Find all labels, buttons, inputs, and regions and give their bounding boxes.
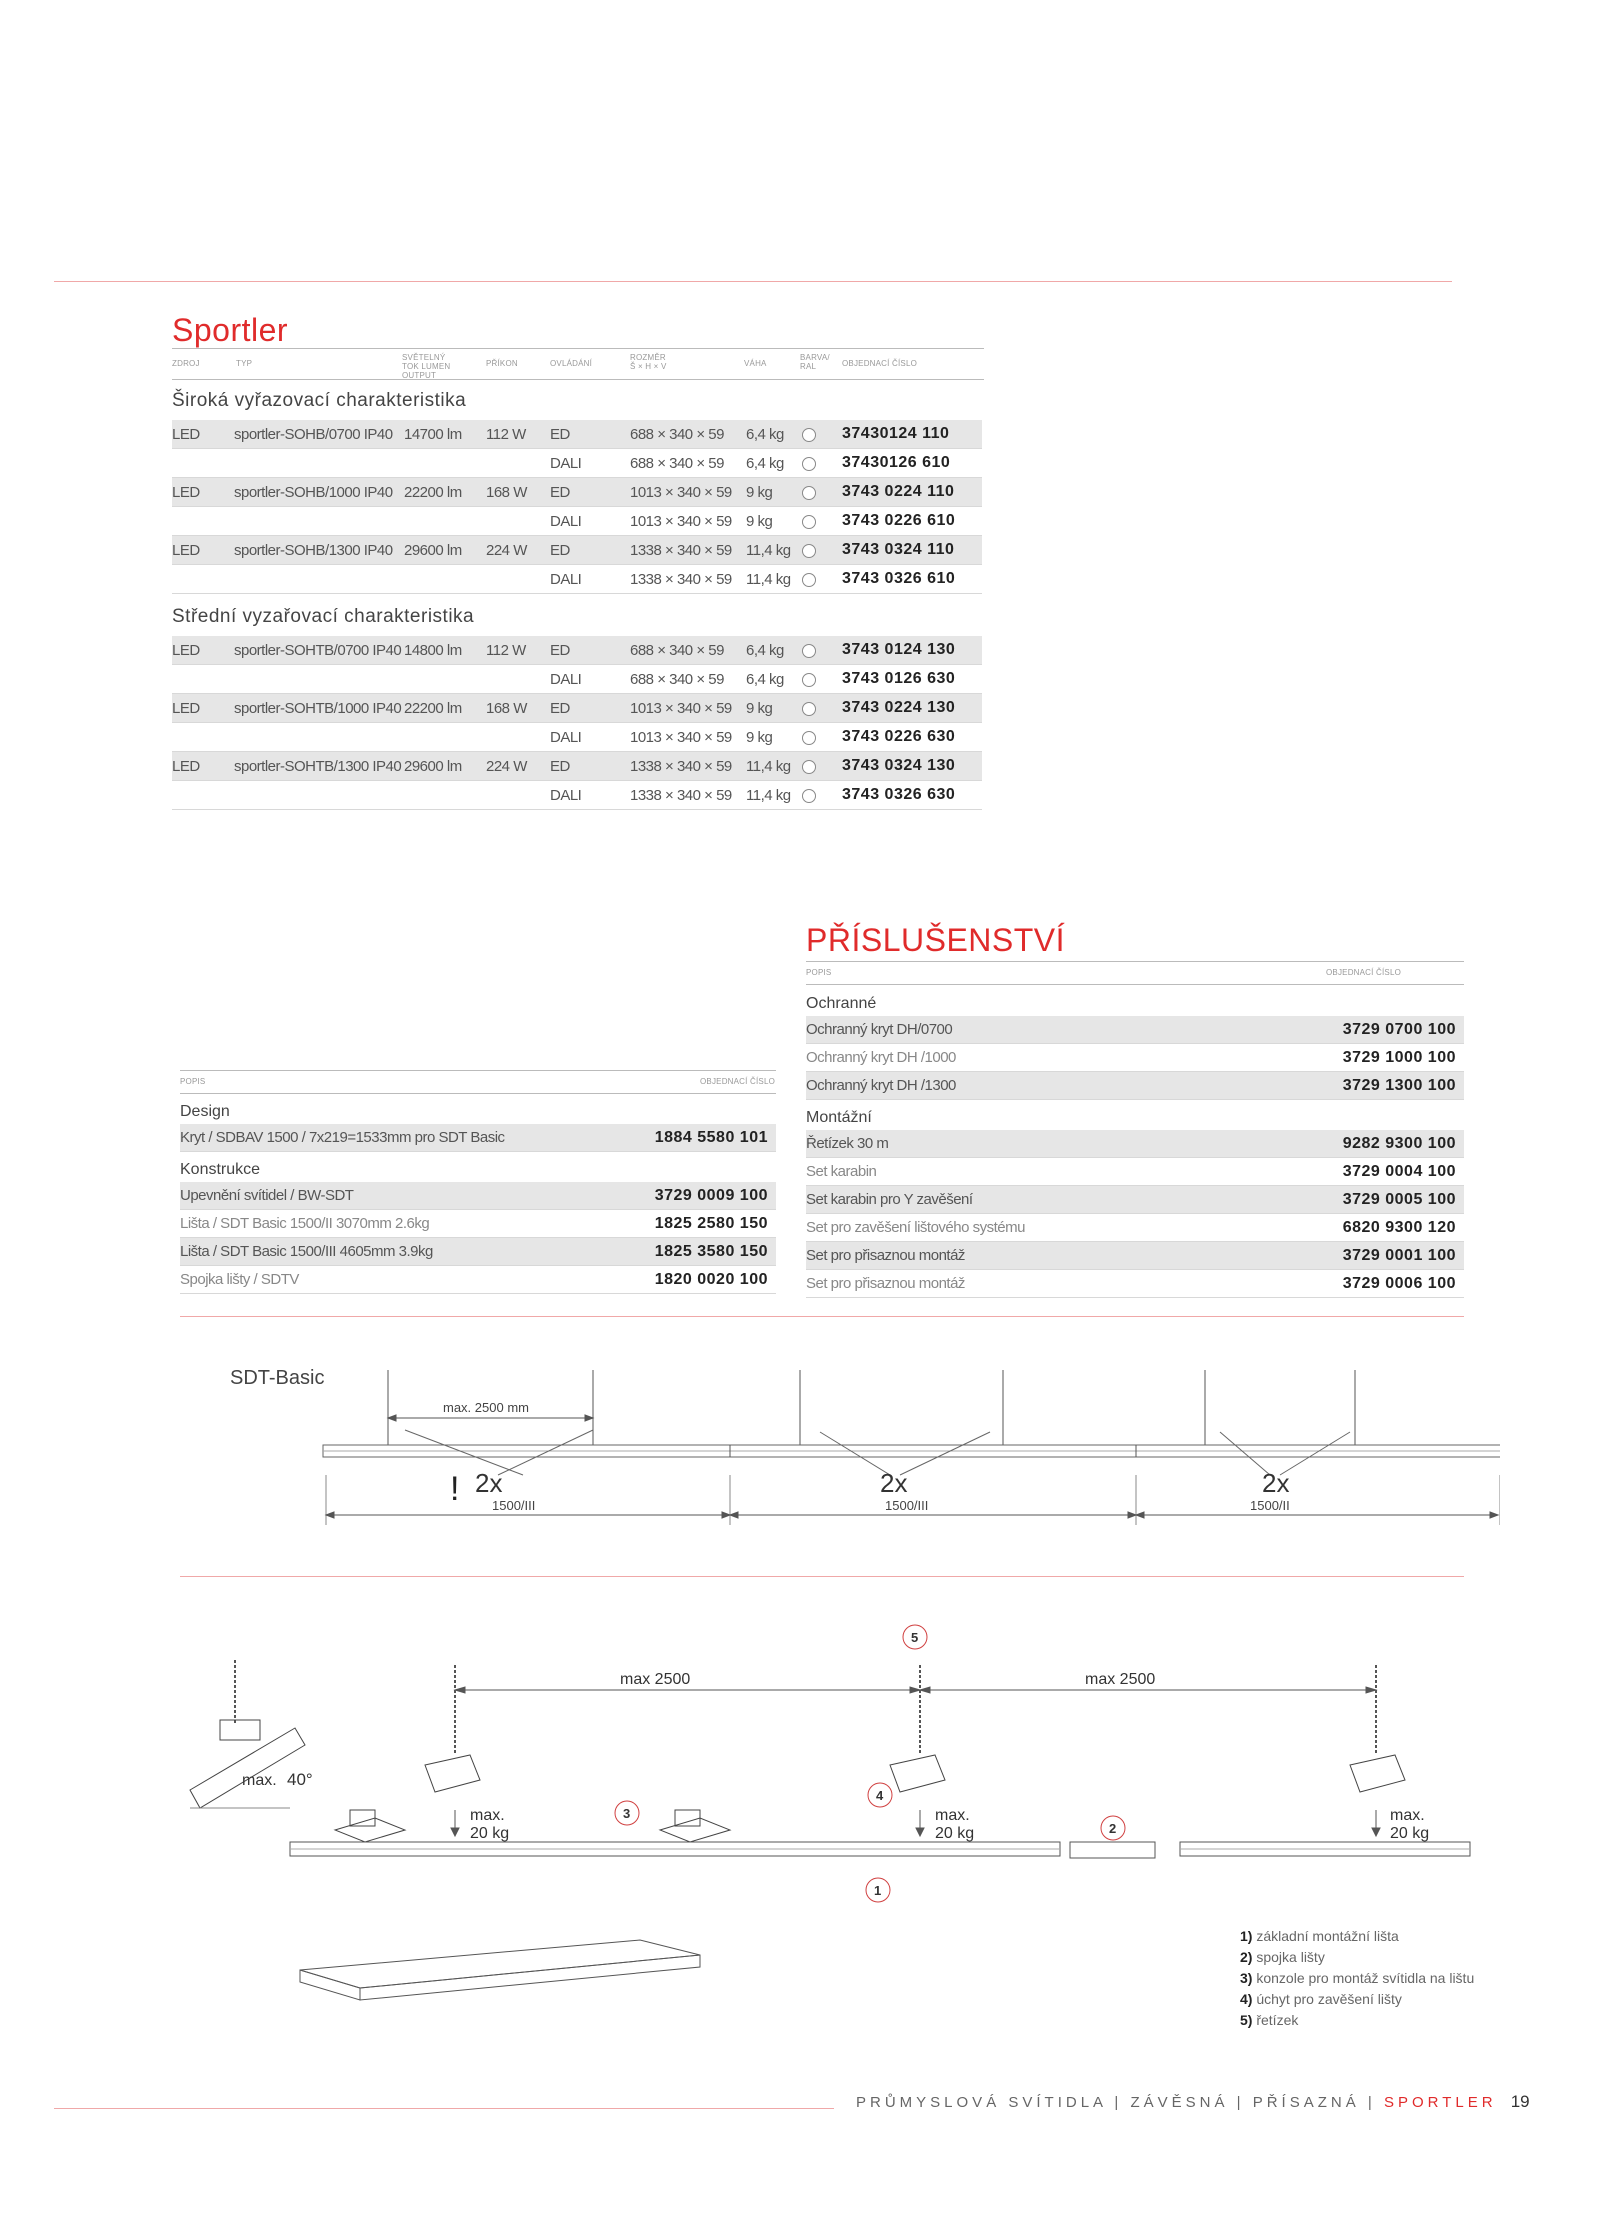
col-code: OBJEDNACÍ ČÍSLO [842, 359, 918, 368]
max-right-label: max 2500 [1085, 1671, 1156, 1688]
order-code: 3729 0004 100 [1229, 1158, 1464, 1186]
order-code: 3743 0124 130 [842, 636, 982, 665]
table-row [806, 1158, 1464, 1186]
cell-dim: 688 × 340 × 59 [630, 449, 746, 478]
accessory-table [180, 1124, 776, 1152]
order-code: 3729 0009 100 [583, 1182, 776, 1210]
accessory-desc: Ochranný kryt DH/0700 [806, 1016, 1170, 1044]
cell-source: LED [172, 478, 234, 507]
cell-flux [404, 449, 486, 478]
cell-weight: 6,4 kg [746, 449, 802, 478]
legend-item: 5) řetízek [1240, 2012, 1299, 2028]
cell-power [486, 507, 550, 536]
cell-flux: 29600 lm [404, 752, 486, 781]
cell-dim: 1013 × 340 × 59 [630, 694, 746, 723]
product-table [172, 420, 982, 594]
cell-source: LED [172, 752, 234, 781]
cell-weight: 11,4 kg [746, 536, 802, 565]
cell-type [234, 781, 404, 810]
cell-power [486, 781, 550, 810]
color-swatch-cell [802, 565, 842, 594]
divider [180, 1316, 1464, 1317]
cell-control: DALI [550, 665, 630, 694]
angle-value: 40° [287, 1770, 313, 1789]
load-max-label: max. [1390, 1807, 1425, 1824]
table-row [806, 1044, 1464, 1072]
col-desc: POPIS [806, 968, 832, 977]
order-code: 3729 1300 100 [1170, 1072, 1464, 1100]
section-title: Široká vyřazovací charakteristika [172, 390, 467, 411]
color-circle-icon [802, 789, 816, 803]
legend [1240, 1926, 1474, 2031]
footer-path: PRŮMYSLOVÁ SVÍTIDLA | ZÁVĚSNÁ | PŘÍSAZNÁ | [856, 2094, 1384, 2111]
order-code: 3743 0226 630 [842, 723, 982, 752]
order-code: 9282 9300 100 [1229, 1130, 1464, 1158]
table-row [172, 536, 982, 565]
color-swatch-cell [802, 665, 842, 694]
table-row [806, 1130, 1464, 1158]
color-swatch-cell [802, 752, 842, 781]
col-type: TYP [236, 359, 253, 368]
order-code: 3743 0324 130 [842, 752, 982, 781]
cell-flux [404, 665, 486, 694]
cell-source: LED [172, 420, 234, 449]
col-control: OVLÁDÁNÍ [550, 359, 593, 368]
order-code: 3729 0700 100 [1170, 1016, 1464, 1044]
cell-control: ED [550, 694, 630, 723]
col-flux: SVĚTELNÝ TOK LUMEN OUTPUT [402, 353, 451, 380]
footer-rule [54, 2108, 834, 2109]
color-swatch-cell [802, 420, 842, 449]
order-code: 3729 0005 100 [1229, 1186, 1464, 1214]
callout-5: 5 [911, 1630, 919, 1645]
accessory-desc: Set karabin pro Y zavěšení [806, 1186, 1229, 1214]
cell-type [234, 665, 404, 694]
accessory-desc: Set pro přisaznou montáž [806, 1242, 1229, 1270]
group-title: Ochranné [806, 995, 877, 1012]
cell-flux: 22200 lm [404, 694, 486, 723]
accessories-title: PŘÍSLUŠENSTVÍ [806, 922, 1066, 958]
accessory-desc: Řetízek 30 m [806, 1130, 1229, 1158]
col-dim: ROZMĚR Š × H × V [630, 353, 667, 371]
column-header [172, 348, 984, 380]
group-title: Konstrukce [180, 1161, 261, 1178]
table-row [806, 1186, 1464, 1214]
color-circle-icon [802, 673, 816, 687]
color-swatch-cell [802, 507, 842, 536]
col-power: PŘÍKON [486, 359, 518, 368]
cell-weight: 6,4 kg [746, 636, 802, 665]
table-row [806, 1242, 1464, 1270]
cell-control: DALI [550, 507, 630, 536]
cell-source [172, 565, 234, 594]
cell-dim: 1013 × 340 × 59 [630, 507, 746, 536]
cell-dim: 688 × 340 × 59 [630, 636, 746, 665]
cell-type [234, 723, 404, 752]
cell-type: sportler-SOHB/1300 IP40 [234, 536, 404, 565]
table-row [172, 752, 982, 781]
order-code: 3729 1000 100 [1170, 1044, 1464, 1072]
page-title: Sportler [172, 312, 289, 348]
cell-type: sportler-SOHTB/1000 IP40 [234, 694, 404, 723]
order-code: 3743 0226 610 [842, 507, 982, 536]
cell-weight: 9 kg [746, 507, 802, 536]
table-row [180, 1124, 776, 1152]
cell-dim: 1013 × 340 × 59 [630, 723, 746, 752]
cell-control: DALI [550, 781, 630, 810]
color-circle-icon [802, 573, 816, 587]
cell-source [172, 449, 234, 478]
diagram-label: SDT-Basic [230, 1367, 325, 1389]
cell-power: 168 W [486, 694, 550, 723]
table-row [172, 636, 982, 665]
count-label: 2x [880, 1468, 908, 1498]
cell-weight: 6,4 kg [746, 420, 802, 449]
table-row [172, 478, 982, 507]
color-swatch-cell [802, 449, 842, 478]
order-code: 3743 0326 610 [842, 565, 982, 594]
callout-4: 4 [876, 1788, 884, 1803]
cell-source [172, 507, 234, 536]
accessory-desc: Set pro přisaznou montáž [806, 1270, 1229, 1298]
count-label: 2x [1262, 1468, 1290, 1498]
count-label: 2x [475, 1468, 503, 1498]
cell-weight: 9 kg [746, 723, 802, 752]
color-circle-icon [802, 428, 816, 442]
cell-dim: 688 × 340 × 59 [630, 665, 746, 694]
load-value: 20 kg [470, 1825, 510, 1842]
page-number: 19 [1510, 2092, 1530, 2111]
accessory-desc: Set karabin [806, 1158, 1229, 1186]
cell-weight: 11,4 kg [746, 752, 802, 781]
cell-control: ED [550, 752, 630, 781]
load-max-label: max. [470, 1807, 505, 1824]
col-weight: VÁHA [744, 359, 767, 368]
table-row [806, 1016, 1464, 1044]
table-row [172, 565, 982, 594]
order-code: 1884 5580 101 [614, 1124, 776, 1152]
max-left-label: max 2500 [620, 1671, 691, 1688]
rail-diagram [200, 1350, 1500, 1530]
cell-source [172, 665, 234, 694]
accessories-list [806, 986, 1464, 1298]
table-row [172, 723, 982, 752]
max-label: max. 2500 mm [443, 1400, 529, 1415]
cell-control: ED [550, 636, 630, 665]
accessory-desc: Lišta / SDT Basic 1500/II 3070mm 2.6kg [180, 1210, 583, 1238]
table-row [172, 694, 982, 723]
accessory-desc: Spojka lišty / SDTV [180, 1266, 583, 1294]
load-value: 20 kg [935, 1825, 975, 1842]
legend-item: 1) základní montážní lišta [1240, 1928, 1399, 1944]
cell-dim: 1338 × 340 × 59 [630, 781, 746, 810]
left-accessories-header [180, 1070, 776, 1094]
cell-flux: 22200 lm [404, 478, 486, 507]
left-accessories-list [180, 1094, 776, 1294]
callout-1: 1 [874, 1883, 882, 1898]
cell-weight: 11,4 kg [746, 565, 802, 594]
col-source: ZDROJ [172, 359, 200, 368]
color-circle-icon [802, 515, 816, 529]
order-code: 1825 3580 150 [583, 1238, 776, 1266]
cell-control: ED [550, 420, 630, 449]
legend-item: 4) úchyt pro zavěšení lišty [1240, 1991, 1402, 2007]
accessory-desc: Upevnění svítidel / BW-SDT [180, 1182, 583, 1210]
cell-type: sportler-SOHTB/0700 IP40 [234, 636, 404, 665]
color-circle-icon [802, 731, 816, 745]
cell-source: LED [172, 536, 234, 565]
cell-type [234, 565, 404, 594]
product-table [172, 636, 982, 810]
table-row [172, 449, 982, 478]
color-circle-icon [802, 702, 816, 716]
cell-power [486, 665, 550, 694]
table-row [172, 420, 982, 449]
order-code: 3729 0006 100 [1229, 1270, 1464, 1298]
cell-dim: 1013 × 340 × 59 [630, 478, 746, 507]
angle-max-label: max. [242, 1772, 277, 1789]
accessory-desc: Ochranný kryt DH /1000 [806, 1044, 1170, 1072]
legend-item: 2) spojka lišty [1240, 1949, 1325, 1965]
cell-control: DALI [550, 723, 630, 752]
cell-type: sportler-SOHB/1000 IP40 [234, 478, 404, 507]
cell-control: DALI [550, 565, 630, 594]
table-row [180, 1266, 776, 1294]
footer [856, 2092, 1530, 2112]
cell-dim: 1338 × 340 × 59 [630, 752, 746, 781]
cell-type [234, 507, 404, 536]
cell-power: 112 W [486, 420, 550, 449]
load-max-label: max. [935, 1807, 970, 1824]
order-code: 3743 0224 130 [842, 694, 982, 723]
divider [180, 1576, 1464, 1577]
cell-flux [404, 565, 486, 594]
section-title: Střední vyzařovací charakteristika [172, 606, 475, 627]
color-circle-icon [802, 544, 816, 558]
cell-weight: 9 kg [746, 478, 802, 507]
cell-source [172, 781, 234, 810]
cell-weight: 9 kg [746, 694, 802, 723]
col-color: BARVA/ RAL [800, 353, 830, 371]
load-value: 20 kg [1390, 1825, 1430, 1842]
table-row [806, 1072, 1464, 1100]
table-row [172, 781, 982, 810]
accessory-table [806, 1016, 1464, 1100]
cell-source: LED [172, 636, 234, 665]
cell-source: LED [172, 694, 234, 723]
cell-control: DALI [550, 449, 630, 478]
order-code: 3729 0001 100 [1229, 1242, 1464, 1270]
cell-flux: 14700 lm [404, 420, 486, 449]
order-code: 37430126 610 [842, 449, 982, 478]
table-row [180, 1210, 776, 1238]
warning-mark: ! [450, 1470, 460, 1508]
segment-label: 1500/III [885, 1498, 929, 1513]
table-row [180, 1182, 776, 1210]
order-code: 3743 0224 110 [842, 478, 982, 507]
cell-power: 224 W [486, 752, 550, 781]
table-row [806, 1214, 1464, 1242]
cell-flux [404, 507, 486, 536]
table-row [172, 507, 982, 536]
cell-control: ED [550, 536, 630, 565]
cell-type: sportler-SOHB/0700 IP40 [234, 420, 404, 449]
cell-power: 168 W [486, 478, 550, 507]
color-circle-icon [802, 486, 816, 500]
color-swatch-cell [802, 694, 842, 723]
cell-power: 112 W [486, 636, 550, 665]
cell-type [234, 449, 404, 478]
color-circle-icon [802, 760, 816, 774]
callout-2: 2 [1109, 1821, 1117, 1836]
table-row [806, 1270, 1464, 1298]
color-swatch-cell [802, 723, 842, 752]
order-code: 37430124 110 [842, 420, 982, 449]
color-swatch-cell [802, 636, 842, 665]
accessory-table [806, 1130, 1464, 1298]
color-swatch-cell [802, 536, 842, 565]
order-code: 6820 9300 120 [1229, 1214, 1464, 1242]
cell-control: ED [550, 478, 630, 507]
cell-flux: 14800 lm [404, 636, 486, 665]
table-row [180, 1238, 776, 1266]
order-code: 1820 0020 100 [583, 1266, 776, 1294]
accessory-desc: Ochranný kryt DH /1300 [806, 1072, 1170, 1100]
cell-weight: 6,4 kg [746, 665, 802, 694]
cell-dim: 1338 × 340 × 59 [630, 536, 746, 565]
accessory-table [180, 1182, 776, 1294]
cell-power: 224 W [486, 536, 550, 565]
accessory-desc: Set pro zavěšení lištového systému [806, 1214, 1229, 1242]
order-code: 3743 0324 110 [842, 536, 982, 565]
cell-power [486, 449, 550, 478]
cell-flux [404, 781, 486, 810]
color-circle-icon [802, 644, 816, 658]
cell-dim: 688 × 340 × 59 [630, 420, 746, 449]
cell-dim: 1338 × 340 × 59 [630, 565, 746, 594]
group-title: Montážní [806, 1109, 872, 1126]
segment-label: 1500/II [1250, 1498, 1290, 1513]
accessories-header [806, 961, 1464, 985]
cell-power [486, 565, 550, 594]
footer-brand: SPORTLER [1383, 2094, 1497, 2111]
cell-power [486, 723, 550, 752]
legend-item: 3) konzole pro montáž svítidla na lištu [1240, 1970, 1475, 1986]
order-code: 3743 0326 630 [842, 781, 982, 810]
color-swatch-cell [802, 478, 842, 507]
col-desc: POPIS [180, 1077, 206, 1086]
color-circle-icon [802, 457, 816, 471]
table-row [172, 665, 982, 694]
order-code: 3743 0126 630 [842, 665, 982, 694]
accessory-desc: Kryt / SDBAV 1500 / 7x219=1533mm pro SDT Basic [180, 1124, 614, 1152]
col-code: OBJEDNACÍ ČÍSLO [700, 1077, 776, 1086]
cell-source [172, 723, 234, 752]
callout-3: 3 [623, 1806, 631, 1821]
cell-flux: 29600 lm [404, 536, 486, 565]
order-code: 1825 2580 150 [583, 1210, 776, 1238]
segment-label: 1500/III [492, 1498, 536, 1513]
cell-weight: 11,4 kg [746, 781, 802, 810]
top-rule [54, 281, 1452, 282]
cell-flux [404, 723, 486, 752]
col-code: OBJEDNACÍ ČÍSLO [1326, 968, 1402, 977]
cell-type: sportler-SOHTB/1300 IP40 [234, 752, 404, 781]
color-swatch-cell [802, 781, 842, 810]
accessory-desc: Lišta / SDT Basic 1500/III 4605mm 3.9kg [180, 1238, 583, 1266]
group-title: Design [180, 1103, 230, 1120]
